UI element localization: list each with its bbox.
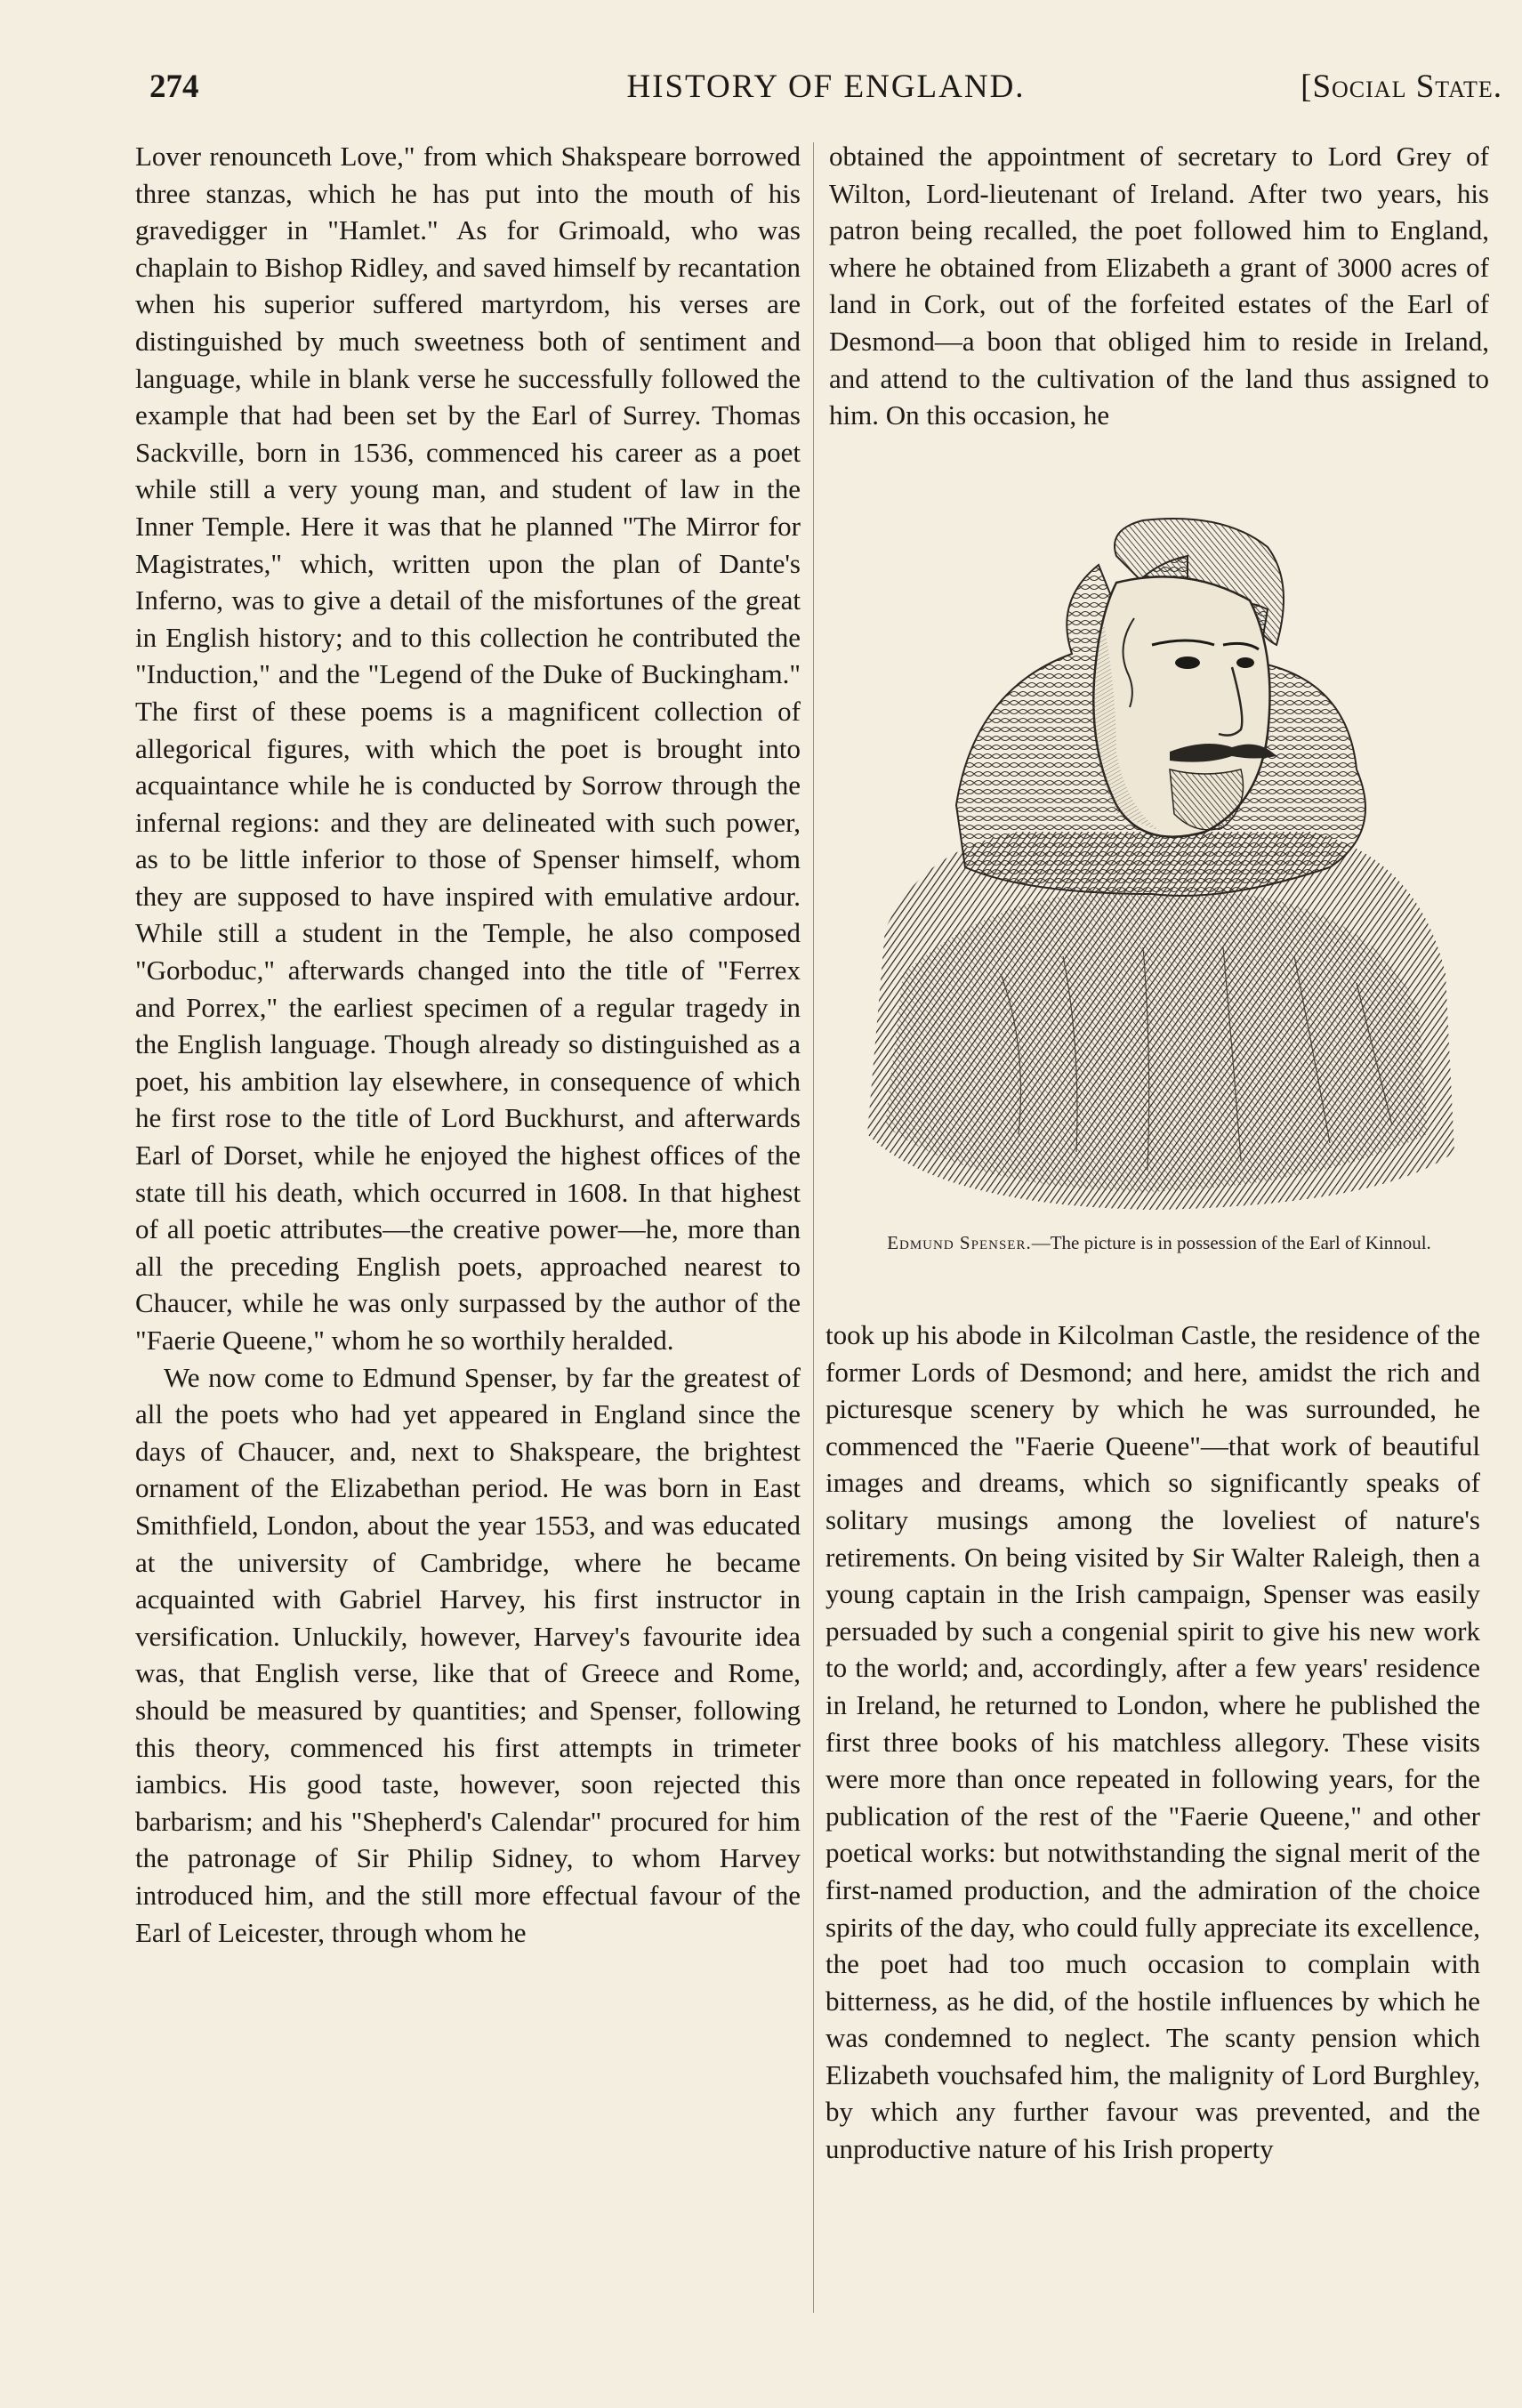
right-column-top (829, 138, 1489, 476)
right-paragraph-top: obtained the appointment of secretary to Lord Grey of Wilton, Lord-lieutenant of Ireland. After two years, his patron being recalled, the poet followed him to England, where he obtained from Elizabeth a grant of 3000 acres of land in Cork, out of the forfeited estates of the Earl of Desmond—a boon that obliged him to reside in Ireland, and attend to the cultivation of the land thus assigned to him. On this occasion, he (829, 141, 1489, 431)
caption-text: —The picture is in possession of the Earl of Kinnoul. (1031, 1232, 1431, 1253)
spenser-portrait (850, 511, 1463, 1214)
book-title: HISTORY OF ENGLAND. (626, 68, 1026, 105)
left-paragraph-2: We now come to Edmund Spenser, by far the greatest of all the poets who had yet appeared in England since the days of Chaucer, and, next to Shakspeare, the brightest ornament of the Elizabethan period. He was born in East Smithfield, London, about the year 1553, and was educated at the university of Cambridge, where he became acquainted with Gabriel Harvey, his first instructor in versification. Unluckily, however, Harvey's favourite idea was, that English verse, like that of Greece and Rome, should be measured by quantities; and Spenser, following this theory, commenced his first attempts in trimeter iambics. His good taste, however, soon rejected this barbarism; and his "Shepherd's Calendar" procured for him the patronage of Sir Philip Sidney, to whom Harvey introduced him, and the still more effectual favour of the Earl of Leicester, through whom he (135, 1361, 801, 1948)
caption-name: Edmund Spenser. (887, 1232, 1032, 1253)
right-column-bottom (825, 1317, 1480, 2348)
left-column (135, 138, 801, 2326)
figure-caption (852, 1232, 1466, 1254)
column-divider (813, 142, 814, 2313)
page-number: 274 (149, 68, 199, 105)
running-head (149, 60, 1502, 114)
section-title: [Social State. (1301, 68, 1502, 105)
left-paragraph-1: Lover renounceth Love," from which Shakspeare borrowed three stanzas, which he has put into the mouth of his gravedigger in "Hamlet." As for Grimoald, who was chaplain to Bishop Ridley, and saved himself by recantation when his superior suffered martyrdom, his verses are distinguished by much sweetness both of sentiment and language, while in blank verse he successfully followed the example that had been set by the Earl of Surrey. Thomas Sackville, born in 1536, commenced his career as a poet while still a very young man, and student of law in the Inner Temple. Here it was that he planned "The Mirror for Magistrates," which, written upon the plan of Dante's Inferno, was to give a detail of the misfortunes of the great in English history; and to this collection he contributed the "Induction," and the "Legend of the Duke of Buckingham." The first of these poems is a magnificent collection of allegorical figures, with which the poet is brought into acquaintance while he is conducted by Sorrow through the infernal regions: and they are delineated with such power, as to be little inferior to those of Spenser himself, whom they are supposed to have inspired with emulative ardour. While still a student in the Temple, he also composed "Gorboduc," afterwards changed into the title of "Ferrex and Porrex," the earliest specimen of a regular tragedy in the English language. Though already so distinguished as a poet, his ambition lay elsewhere, in consequence of which he first rose to the title of Lord Buckhurst, and afterwards Earl of Dorset, while he enjoyed the highest offices of the state till his death, which occurred in 1608. In that highest of all poetic attributes—the creative power—he, more than all the preceding English poets, approached nearest to Chaucer, while he was only surpassed by the author of the "Faerie Queene," whom he so worthily heralded. (135, 141, 801, 1356)
right-paragraph-bottom: took up his abode in Kilcolman Castle, the residence of the former Lords of Desmond; and here, amidst the rich and picturesque scenery by which he was surrounded, he commenced the "Faerie Queene"—that work of beautiful images and dreams, which so significantly speaks of solitary musings among the loveliest of nature's retirements. On being visited by Sir Walter Raleigh, then a young captain in the Irish campaign, Spenser was easily persuaded by such a congenial spirit to give his new work to the world; and, accordingly, after a few years' residence in Ireland, he returned to London, where he published the first three books of his matchless allegory. These visits were more than once repeated in following years, for the publication of the rest of the "Faerie Queene," and other poetical works: but notwithstanding the signal merit of the first-named production, and the admiration of the choice spirits of the day, who could fully appreciate its excellence, the poet had too much occasion to complain with bitterness, as he did, of the hostile influences by which he was condemned to neglect. The scanty pension which Elizabeth vouchsafed him, the malignity of Lord Burghley, by which any further favour was prevented, and the unproductive nature of his Irish property (825, 1319, 1480, 2165)
